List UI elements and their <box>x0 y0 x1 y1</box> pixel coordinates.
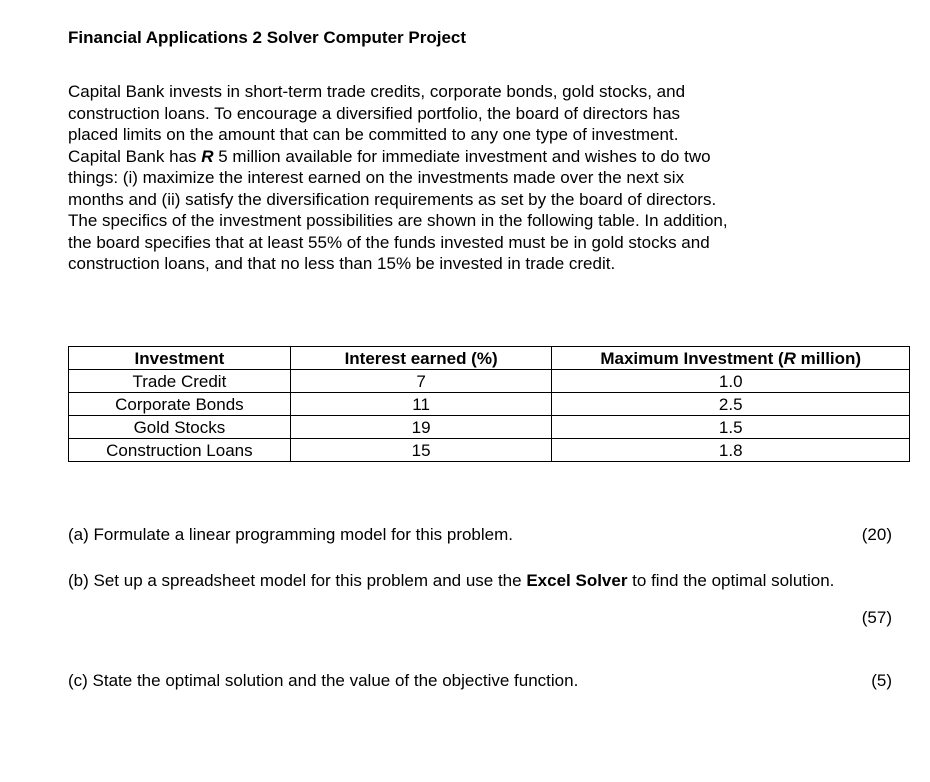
description-line-8: the board specifies that at least 55% of the funds invested must be in gold stocks and <box>68 232 710 252</box>
description-line-4-post: 5 million available for immediate investment and wishes to do two <box>213 146 711 166</box>
description-line-9: construction loans, and that no less than 15% be invested in trade credit. <box>68 254 616 273</box>
header-currency-symbol: R <box>783 349 796 368</box>
description-line-2: construction loans. To encourage a diversified portfolio, the board of directors has <box>68 103 681 123</box>
description-line-7: The specifics of the investment possibilities are shown in the following table. In addition, <box>68 211 728 230</box>
question-a-marks: (20) <box>861 525 892 544</box>
question-b-text-pre: (b) Set up a spreadsheet model for this problem and use the <box>68 571 527 590</box>
question-c-text: (c) State the optimal solution and the value of the objective function. <box>68 671 579 690</box>
header-max-pre: Maximum Investment ( <box>600 349 784 368</box>
table-header-row <box>69 347 910 370</box>
question-b-text <box>68 570 890 591</box>
currency-symbol: R <box>201 146 214 166</box>
cell-investment: Trade Credit <box>69 370 291 393</box>
header-maximum-investment <box>552 347 910 370</box>
cell-max: 1.5 <box>552 416 910 439</box>
excel-solver-term: Excel Solver <box>526 571 628 590</box>
question-c <box>68 670 892 691</box>
cell-interest: 19 <box>290 416 552 439</box>
cell-interest: 7 <box>290 370 552 393</box>
description-line-4 <box>68 146 908 168</box>
cell-investment: Gold Stocks <box>69 416 291 439</box>
cell-interest: 15 <box>290 439 552 462</box>
cell-max: 1.0 <box>552 370 910 393</box>
cell-max: 2.5 <box>552 393 910 416</box>
description-line-5: things: (i) maximize the interest earned on the investments made over the next six <box>68 168 685 187</box>
cell-max: 1.8 <box>552 439 910 462</box>
description-line-6: months and (ii) satisfy the diversification requirements as set by the board of directors. <box>68 189 717 209</box>
description-line-1: Capital Bank invests in short-term trade credits, corporate bonds, gold stocks, and <box>68 82 686 101</box>
header-investment: Investment <box>69 347 291 370</box>
table-row <box>69 370 910 393</box>
question-a <box>68 524 892 545</box>
table-row <box>69 393 910 416</box>
question-b <box>68 570 892 627</box>
description-line-3: placed limits on the amount that can be committed to any one type of investment. <box>68 125 679 144</box>
table-row <box>69 416 910 439</box>
question-c-marks: (5) <box>871 671 892 690</box>
cell-investment: Construction Loans <box>69 439 291 462</box>
question-b-text-post: to find the optimal solution. <box>627 571 835 590</box>
page-title: Financial Applications 2 Solver Computer Project <box>68 28 467 47</box>
table-row <box>69 439 910 462</box>
question-a-text: (a) Formulate a linear programming model for this problem. <box>68 525 514 544</box>
cell-investment: Corporate Bonds <box>69 393 291 416</box>
header-max-post: million) <box>795 349 862 368</box>
description-line-4-pre: Capital Bank has <box>68 146 202 166</box>
question-b-marks: (57) <box>861 608 892 627</box>
problem-description <box>68 81 908 275</box>
investment-table <box>68 346 910 462</box>
header-interest-earned: Interest earned (%) <box>290 347 552 370</box>
cell-interest: 11 <box>290 393 552 416</box>
